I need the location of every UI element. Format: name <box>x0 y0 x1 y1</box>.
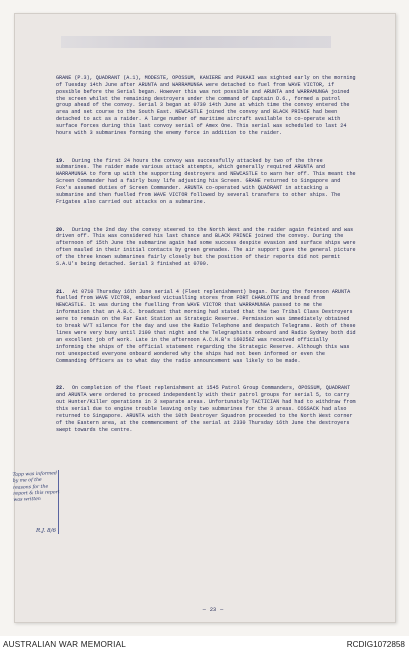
document-body <box>56 61 356 447</box>
paragraph-21 <box>56 282 356 365</box>
archive-record-id: RCDIG1072858 <box>346 640 405 649</box>
paragraph-text: During the first 24 hours the convoy was successfully attacked by two of the three submarines. The raider made various attack attempts, which generally required ARUNTA and WARRAMUNGA to form up with the supporting destroyers and NEWCASTLE to warn her off. This meant the Screen Commander had a fairly busy life adjusting his Screen. GRANE returned to Singapore and Fox's assumed duties of Screen Commander. ARUNTA co-operated with QUADRANT in attacking a submarine and then fuelled from WAVE VICTOR followed by several transfers to other ships. The Frigates also carried out attacks on a submarine. <box>56 157 356 206</box>
paragraph-text: During the 2nd day the convoy steered to the North West and the raider again feinted and was driven off. This was considered his last chance and BLACK PRINCE joined the convoy. During the afternoon of 15th June the submarine again had some success despite evasion and surface ships were often mauled in their initial contacts by green grenades. The air support gave the general picture of the three known submarines fairly closely but the position of their reports did not permit S.A.U's being detached. Serial 3 finished at 0700. <box>56 226 356 268</box>
paragraph-text: On completion of the fleet replenishment at 1545 Patrol Group Commanders, OPOSSUM, QUADRANT and ARUNTA were ordered to proceed independently with their patrol groups for serial 5, to carry out Hunter/Killer operations in 3 separate areas. Unfortunately TACTICIAN had had to withdraw from this serial due to engine trouble leaving only two submarines for the 3 areas. COSSACK had also returned to Singapore. ARUNTA with the 10th Destroyer Squadron proceeded to the North West corner of the Eastern area, at the commencement of the serial at 2330 Thursday 16th June the destroyers swept towards the centre. <box>56 385 356 433</box>
paragraph-18-continued <box>56 68 356 137</box>
paragraph-19 <box>56 151 356 206</box>
page-number: — 23 — <box>202 607 224 613</box>
archive-footer <box>0 636 409 654</box>
paragraph-text: GRANE (P.3), QUADRANT (A.1), MODESTE, OPOSSUM, KANIERE and PUKAKI was sighted early on the morning of Tuesday 14th June after ARUNTA and WARRAMUNGA were detached to fuel from WAVE VICTOR, if possible before the Serial began. However this was not possible and ARUNTA and WARRAMUNGA joined the screen whilst the remaining destroyers under the command of Captain D.6., formed a patrol group ahead of the convoy. Serial 3 began at 0730 14th June at which time the convoy entered the area and set course to the South East. NEWCASTLE joined the convoy and BLACK PRINCE had been detached to act as a raider. A large number of maritime aircraft available to co-operate with surface forces during this last convoy serial of Amex One. This serial was scheduled to last 24 hours with 3 submarines forming the enemy force in addition to the raider. <box>56 74 356 137</box>
paragraph-20 <box>56 220 356 268</box>
paragraph-text: At 0710 Thursday 16th June serial 4 (Fleet replenishment) began. During the forenoon ARUNTA fuelled from WAVE VICTOR, embarked victualling stores from FORT CHARLOTTE and bread from NEWCASTLE. It was during the fuelling from WAVE VICTOR that WARRAMUNGA passed to me the information that an A.B.C. broadcast that morning had stated that the two Tribal Class Destroyers were to remain on the Far East Station as Strategic Reserve. Permission was immediately obtained to break W/T silence for the day and use the Radio Telephone and despatch Telegrams. Both of these lines were very busy until 2100 that night and the Telegraphists onboard and Radio Sydney both did an excellent job of work. Late in the afternoon A.C.N.B's 160256Z was received officially informing the ships of the official statement regarding the Strategic Reserve. Although this was not unexpected everyone onboard wondered why the ships had not been informed or even the Commanding Officers as to what day the radio announcement was likely to be made. <box>56 288 356 364</box>
paragraph-number: 19. <box>56 157 66 164</box>
paragraph-22 <box>56 378 356 433</box>
page-number-value: 23 <box>209 607 217 613</box>
handwritten-initials: R.J. 8/6 <box>36 528 57 534</box>
paragraph-number: 21. <box>56 288 66 295</box>
archive-name: AUSTRALIAN WAR MEMORIAL <box>3 640 127 649</box>
paragraph-number: 22. <box>56 385 66 392</box>
header-blur-strip <box>61 36 331 48</box>
document-page <box>14 13 396 623</box>
handwritten-margin-note: Tapp was informed by me of the reasons for the report & this report was written <box>12 471 60 504</box>
paragraph-number: 20. <box>56 226 66 233</box>
